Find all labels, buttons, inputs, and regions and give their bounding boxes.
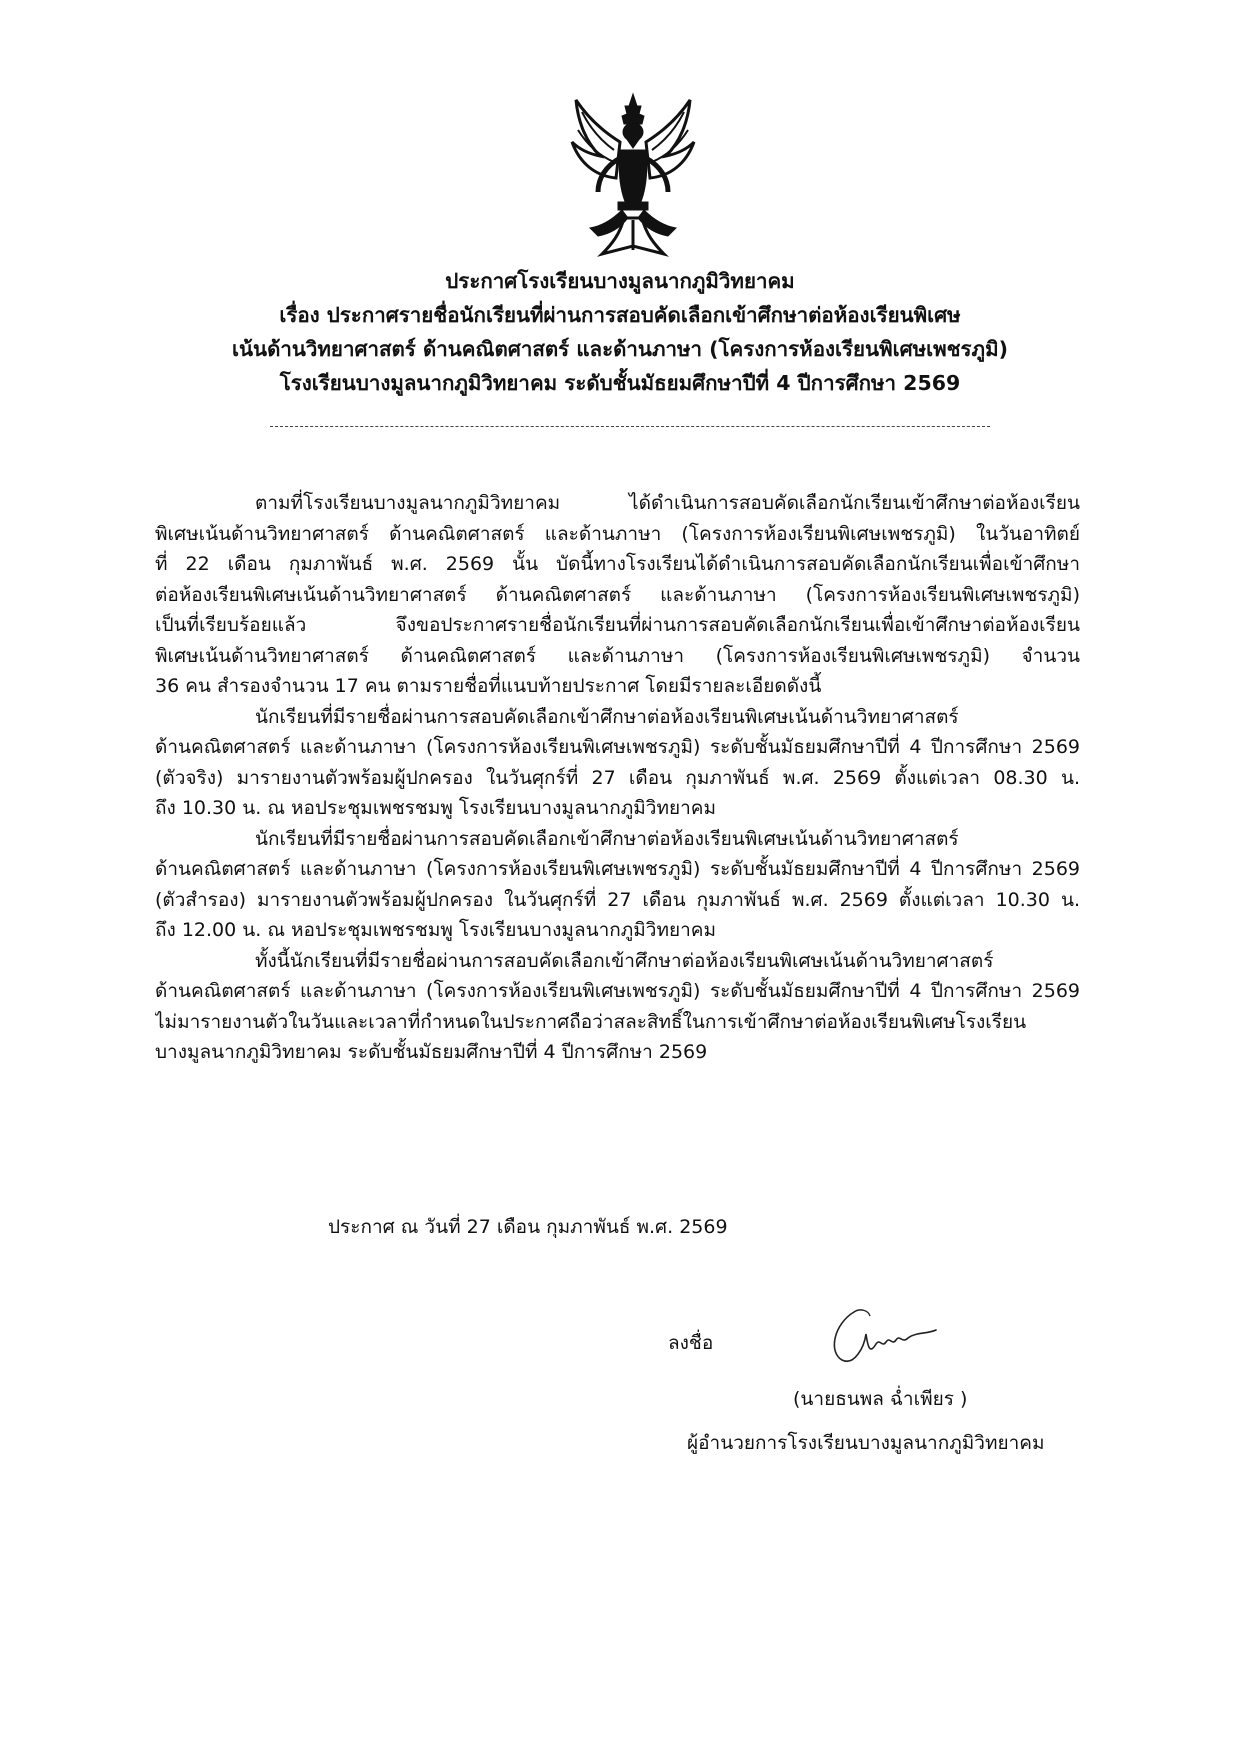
body-line: พิเศษเน้นด้านวิทยาศาสตร์ ด้านคณิตศาสตร์ และด้านภาษา (โครงการห้องเรียนพิเศษเพชรภูมิ) ในวันอาทิตย์ bbox=[155, 522, 1080, 545]
body-line: (ตัวจริง) มารายงานตัวพร้อมผู้ปกครอง ในวันศุกร์ที่ 27 เดือน กุมภาพันธ์ พ.ศ. 2569 ตั้งแต่เวลา 08.30 น. bbox=[155, 766, 1080, 789]
body-line: ไม่มารายงานตัวในวันและเวลาที่กำหนดในประกาศถือว่าสละสิทธิ์ในการเข้าศึกษาต่อห้องเรียนพิเศษโรงเรียน bbox=[155, 1010, 1027, 1033]
body-line: ทั้งนี้นักเรียนที่มีรายชื่อผ่านการสอบคัดเลือกเข้าศึกษาต่อห้องเรียนพิเศษเน้นด้านวิทยาศาสตร์ bbox=[255, 949, 994, 972]
body-paragraph bbox=[155, 946, 1080, 1068]
body-line: นักเรียนที่มีรายชื่อผ่านการสอบคัดเลือกเข้าศึกษาต่อห้องเรียนพิเศษเน้นด้านวิทยาศาสตร์ bbox=[255, 705, 959, 728]
garuda-emblem-icon bbox=[568, 92, 698, 258]
body-line: เป็นที่เรียบร้อยแล้ว จึงขอประกาศรายชื่อนักเรียนที่ผ่านการสอบคัดเลือกนักเรียนเพื่อเข้าศึกษาต่อห้องเรียน bbox=[155, 614, 1080, 636]
announcement-header bbox=[140, 264, 1100, 400]
body-line: ตามที่โรงเรียนบางมูลนากภูมิวิทยาคม ได้ดำเนินการสอบคัดเลือกนักเรียนเข้าศึกษาต่อห้องเรียน bbox=[255, 492, 1080, 514]
signature-icon bbox=[824, 1304, 944, 1374]
announcement-title: ประกาศโรงเรียนบางมูลนากภูมิวิทยาคม bbox=[445, 269, 795, 293]
body-line: ที่ 22 เดือน กุมภาพันธ์ พ.ศ. 2569 นั้น บัดนี้ทางโรงเรียนได้ดำเนินการสอบคัดเลือกนักเรียนเพื่อเข้าศึกษา bbox=[155, 553, 1080, 575]
header-divider bbox=[270, 426, 990, 427]
body-line: ถึง 12.00 น. ณ หอประชุมเพชรชมพู โรงเรียนบางมูลนากภูมิวิทยาคม bbox=[155, 919, 717, 941]
announcement-body bbox=[155, 488, 1080, 1068]
body-paragraph bbox=[155, 824, 1080, 946]
announcement-date: ประกาศ ณ วันที่ 27 เดือน กุมภาพันธ์ พ.ศ. 2569 bbox=[328, 1216, 728, 1238]
announcement-subject: เรื่อง ประกาศรายชื่อนักเรียนที่ผ่านการสอบคัดเลือกเข้าศึกษาต่อห้องเรียนพิเศษ bbox=[279, 303, 961, 327]
signer-title: ผู้อำนวยการโรงเรียนบางมูลนากภูมิวิทยาคม bbox=[687, 1432, 1045, 1454]
body-line: บางมูลนากภูมิวิทยาคม ระดับชั้นมัธยมศึกษาปีที่ 4 ปีการศึกษา 2569 bbox=[155, 1041, 708, 1063]
body-line: พิเศษเน้นด้านวิทยาศาสตร์ ด้านคณิตศาสตร์ และด้านภาษา (โครงการห้องเรียนพิเศษเพชรภูมิ) จำนวน bbox=[155, 644, 1080, 667]
body-line: ถึง 10.30 น. ณ หอประชุมเพชรชมพู โรงเรียนบางมูลนากภูมิวิทยาคม bbox=[155, 797, 717, 819]
body-paragraph bbox=[155, 702, 1080, 824]
signer-name: (นายธนพล ฉ่ำเพียร ) bbox=[793, 1388, 968, 1410]
body-line: ต่อห้องเรียนพิเศษเน้นด้านวิทยาศาสตร์ ด้านคณิตศาสตร์ และด้านภาษา (โครงการห้องเรียนพิเศษเพชรภูมิ) bbox=[155, 583, 1080, 606]
body-line: ด้านคณิตศาสตร์ และด้านภาษา (โครงการห้องเรียนพิเศษเพชรภูมิ) ระดับชั้นมัธยมศึกษาปีที่ 4 ปีการศึกษา 2569 bbox=[155, 980, 1080, 1002]
body-paragraph bbox=[155, 488, 1080, 702]
announcement-subject-line-3: โรงเรียนบางมูลนากภูมิวิทยาคม ระดับชั้นมัธยมศึกษาปีที่ 4 ปีการศึกษา 2569 bbox=[279, 371, 961, 395]
sign-label: ลงชื่อ bbox=[668, 1332, 714, 1354]
body-line: 36 คน สำรองจำนวน 17 คน ตามรายชื่อที่แนบท้ายประกาศ โดยมีรายละเอียดดังนี้ bbox=[155, 675, 822, 697]
announcement-subject-line-2: เน้นด้านวิทยาศาสตร์ ด้านคณิตศาสตร์ และด้านภาษา (โครงการห้องเรียนพิเศษเพชรภูมิ) bbox=[232, 337, 1008, 361]
body-line: ด้านคณิตศาสตร์ และด้านภาษา (โครงการห้องเรียนพิเศษเพชรภูมิ) ระดับชั้นมัธยมศึกษาปีที่ 4 ปีการศึกษา 2569 bbox=[155, 736, 1080, 758]
body-line: (ตัวสำรอง) มารายงานตัวพร้อมผู้ปกครอง ในวันศุกร์ที่ 27 เดือน กุมภาพันธ์ พ.ศ. 2569 ตั้งแต่เวลา 10.30 น. bbox=[155, 888, 1080, 911]
body-line: นักเรียนที่มีรายชื่อผ่านการสอบคัดเลือกเข้าศึกษาต่อห้องเรียนพิเศษเน้นด้านวิทยาศาสตร์ bbox=[255, 827, 959, 850]
body-line: ด้านคณิตศาสตร์ และด้านภาษา (โครงการห้องเรียนพิเศษเพชรภูมิ) ระดับชั้นมัธยมศึกษาปีที่ 4 ปีการศึกษา 2569 bbox=[155, 858, 1080, 880]
